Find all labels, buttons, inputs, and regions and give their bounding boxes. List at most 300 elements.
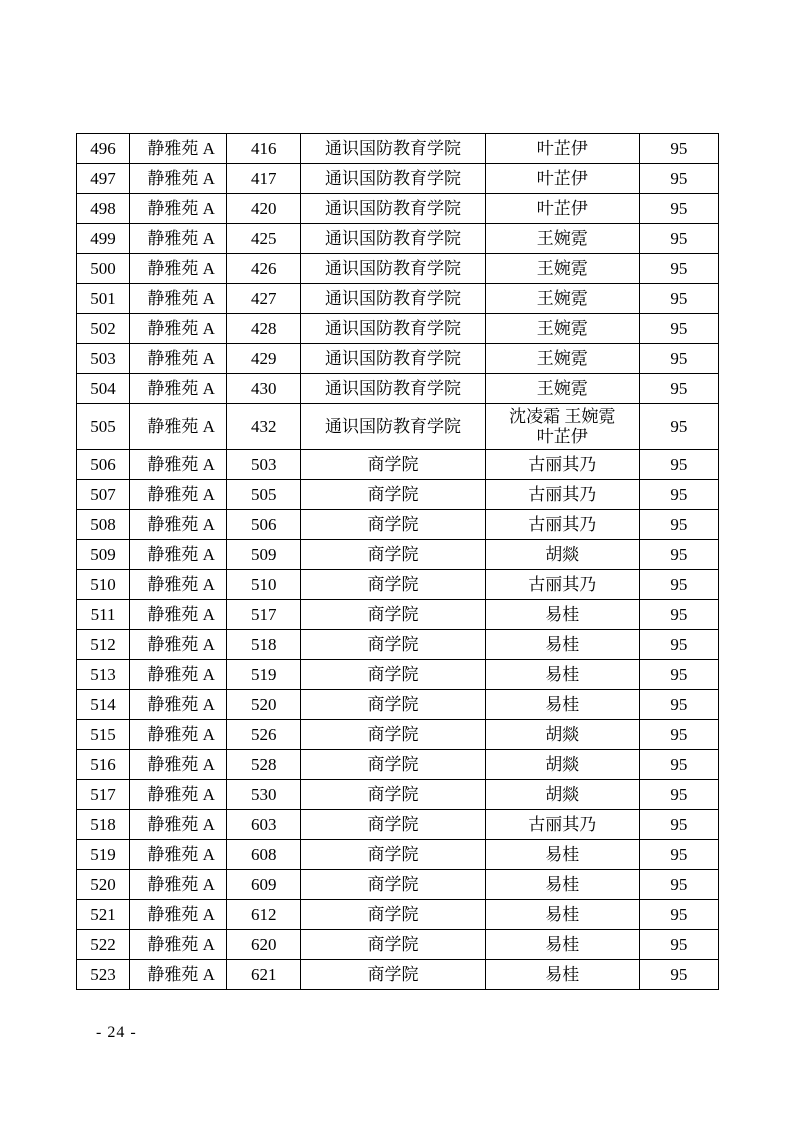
cell-number [77, 570, 130, 600]
cell-number-text: 516 [90, 754, 116, 774]
cell-number-text: 506 [90, 454, 116, 474]
table-row [77, 930, 719, 960]
cell-score [639, 480, 718, 510]
cell-college-text: 通识国防教育学院 [324, 318, 461, 338]
cell-building-text: 静雅苑 A [147, 198, 215, 218]
cell-college [301, 750, 485, 780]
cell-number-text: 513 [90, 664, 116, 684]
cell-number [77, 224, 130, 254]
cell-building [130, 344, 227, 374]
cell-score [639, 570, 718, 600]
cell-score-text: 95 [670, 814, 688, 834]
cell-building [130, 750, 227, 780]
table-row [77, 480, 719, 510]
cell-number-text: 508 [90, 514, 116, 534]
cell-inspector [485, 164, 639, 194]
table-row [77, 660, 719, 690]
cell-college-text: 商学院 [367, 934, 419, 954]
cell-room [227, 780, 301, 810]
table-row [77, 870, 719, 900]
table-row [77, 690, 719, 720]
cell-college [301, 630, 485, 660]
cell-score-text: 95 [670, 784, 688, 804]
cell-number-text: 502 [90, 318, 116, 338]
cell-inspector-text: 易桂 [545, 604, 580, 624]
cell-number [77, 344, 130, 374]
cell-building [130, 900, 227, 930]
cell-score [639, 840, 718, 870]
cell-room [227, 344, 301, 374]
cell-college-text: 商学院 [367, 604, 419, 624]
table-row [77, 224, 719, 254]
cell-score-text: 95 [670, 514, 688, 534]
cell-inspector [485, 900, 639, 930]
page-number: - 24 - [96, 1024, 137, 1041]
cell-room-text: 612 [251, 904, 277, 924]
cell-number [77, 480, 130, 510]
cell-room-text: 528 [251, 754, 277, 774]
cell-college-text: 商学院 [367, 664, 419, 684]
cell-room [227, 720, 301, 750]
cell-number [77, 900, 130, 930]
cell-college [301, 900, 485, 930]
cell-building [130, 374, 227, 404]
cell-room-text: 429 [251, 348, 277, 368]
cell-number [77, 930, 130, 960]
table-row [77, 840, 719, 870]
cell-number-text: 500 [90, 258, 116, 278]
cell-room [227, 960, 301, 990]
cell-number [77, 870, 130, 900]
cell-building-text: 静雅苑 A [147, 634, 215, 654]
cell-college-text: 通识国防教育学院 [324, 198, 461, 218]
cell-score-text: 95 [670, 318, 688, 338]
cell-college-text: 商学院 [367, 844, 419, 864]
cell-score-text: 95 [670, 634, 688, 654]
cell-number-text: 503 [90, 348, 116, 368]
cell-college-text: 通识国防教育学院 [324, 138, 461, 158]
cell-inspector [485, 254, 639, 284]
cell-inspector [485, 630, 639, 660]
cell-score-text: 95 [670, 664, 688, 684]
cell-college [301, 194, 485, 224]
cell-room-text: 518 [251, 634, 277, 654]
cell-score [639, 810, 718, 840]
cell-score-text: 95 [670, 138, 688, 158]
cell-room-text: 620 [251, 934, 277, 954]
cell-score [639, 690, 718, 720]
cell-building [130, 600, 227, 630]
cell-building [130, 810, 227, 840]
cell-building-text: 静雅苑 A [147, 514, 215, 534]
cell-college-text: 商学院 [367, 454, 419, 474]
cell-number-text: 520 [90, 874, 116, 894]
cell-building [130, 224, 227, 254]
cell-room [227, 750, 301, 780]
cell-room [227, 134, 301, 164]
cell-room-text: 430 [251, 378, 277, 398]
cell-room-text: 520 [251, 694, 277, 714]
cell-inspector-text: 古丽其乃 [528, 514, 597, 534]
cell-building-text: 静雅苑 A [147, 724, 215, 744]
cell-number-text: 499 [90, 228, 116, 248]
cell-room [227, 510, 301, 540]
cell-building-text: 静雅苑 A [147, 844, 215, 864]
cell-room-text: 432 [251, 416, 277, 436]
cell-inspector-text: 古丽其乃 [528, 484, 597, 504]
cell-inspector-text: 王婉霓 [536, 258, 588, 278]
cell-inspector-text: 王婉霓 [536, 318, 588, 338]
cell-building [130, 284, 227, 314]
cell-college-text: 商学院 [367, 814, 419, 834]
cell-room [227, 810, 301, 840]
table-row [77, 750, 719, 780]
table-row [77, 570, 719, 600]
cell-college-text: 商学院 [367, 784, 419, 804]
cell-room [227, 404, 301, 450]
cell-inspector-text: 胡燚 [545, 544, 580, 564]
cell-score [639, 600, 718, 630]
cell-room [227, 194, 301, 224]
cell-inspector [485, 690, 639, 720]
cell-number [77, 254, 130, 284]
cell-college-text: 通识国防教育学院 [324, 228, 461, 248]
cell-score-text: 95 [670, 198, 688, 218]
cell-number [77, 840, 130, 870]
cell-inspector [485, 870, 639, 900]
cell-inspector-text: 易桂 [545, 874, 580, 894]
cell-room-text: 425 [251, 228, 277, 248]
cell-building-text: 静雅苑 A [147, 258, 215, 278]
cell-building-text: 静雅苑 A [147, 318, 215, 338]
cell-inspector-text: 胡燚 [545, 724, 580, 744]
cell-room-text: 426 [251, 258, 277, 278]
cell-score-text: 95 [670, 934, 688, 954]
cell-building-text: 静雅苑 A [147, 288, 215, 308]
cell-number-text: 518 [90, 814, 116, 834]
cell-college [301, 404, 485, 450]
cell-number-text: 519 [90, 844, 116, 864]
cell-building [130, 960, 227, 990]
table-row [77, 540, 719, 570]
cell-building [130, 570, 227, 600]
cell-college-text: 商学院 [367, 964, 419, 984]
cell-college-text: 商学院 [367, 634, 419, 654]
cell-number-text: 505 [90, 416, 116, 436]
table-row [77, 600, 719, 630]
cell-room-text: 503 [251, 454, 277, 474]
cell-inspector-text: 古丽其乃 [528, 454, 597, 474]
cell-building [130, 134, 227, 164]
cell-inspector [485, 660, 639, 690]
cell-room-text: 526 [251, 724, 277, 744]
cell-college [301, 810, 485, 840]
table-row [77, 314, 719, 344]
cell-building [130, 870, 227, 900]
cell-inspector [485, 600, 639, 630]
cell-room [227, 870, 301, 900]
cell-number [77, 810, 130, 840]
cell-inspector-text: 易桂 [545, 694, 580, 714]
table-row [77, 960, 719, 990]
cell-room [227, 164, 301, 194]
cell-room-text: 416 [251, 138, 277, 158]
table-row [77, 900, 719, 930]
cell-building [130, 930, 227, 960]
cell-score [639, 750, 718, 780]
cell-college-text: 通识国防教育学院 [324, 416, 461, 436]
cell-college [301, 480, 485, 510]
cell-college [301, 344, 485, 374]
cell-score-text: 95 [670, 348, 688, 368]
cell-inspector-text: 叶芷伊 [536, 198, 588, 218]
cell-number-text: 509 [90, 544, 116, 564]
cell-score-text: 95 [670, 544, 688, 564]
cell-score [639, 314, 718, 344]
cell-number [77, 690, 130, 720]
cell-room-text: 427 [251, 288, 277, 308]
cell-score [639, 660, 718, 690]
cell-score [639, 540, 718, 570]
cell-room [227, 450, 301, 480]
cell-score [639, 284, 718, 314]
cell-number [77, 134, 130, 164]
cell-building [130, 480, 227, 510]
cell-college-text: 商学院 [367, 544, 419, 564]
cell-number [77, 374, 130, 404]
cell-building-text: 静雅苑 A [147, 138, 215, 158]
table-row [77, 134, 719, 164]
cell-score-text: 95 [670, 904, 688, 924]
cell-room-text: 417 [251, 168, 277, 188]
cell-score [639, 630, 718, 660]
cell-number [77, 720, 130, 750]
cell-score [639, 450, 718, 480]
cell-inspector [485, 780, 639, 810]
cell-score-text: 95 [670, 258, 688, 278]
cell-building-text: 静雅苑 A [147, 544, 215, 564]
cell-number [77, 780, 130, 810]
cell-score-text: 95 [670, 754, 688, 774]
cell-inspector [485, 404, 639, 450]
cell-building [130, 510, 227, 540]
cell-number [77, 450, 130, 480]
cell-score [639, 510, 718, 540]
cell-number-text: 497 [90, 168, 116, 188]
cell-number-text: 501 [90, 288, 116, 308]
table-row [77, 374, 719, 404]
cell-room-text: 420 [251, 198, 277, 218]
cell-building-text: 静雅苑 A [147, 228, 215, 248]
cell-college-text: 通识国防教育学院 [324, 288, 461, 308]
cell-building [130, 254, 227, 284]
cell-college [301, 660, 485, 690]
cell-building-text: 静雅苑 A [147, 416, 215, 436]
table-row [77, 630, 719, 660]
cell-college-text: 商学院 [367, 574, 419, 594]
cell-college [301, 570, 485, 600]
cell-score-text: 95 [670, 964, 688, 984]
cell-inspector-text: 胡燚 [545, 754, 580, 774]
cell-building-text: 静雅苑 A [147, 784, 215, 804]
cell-number [77, 750, 130, 780]
cell-inspector-text: 沈凌霜 王婉霓 [509, 406, 616, 426]
cell-college-text: 通识国防教育学院 [324, 168, 461, 188]
cell-building [130, 540, 227, 570]
cell-inspector [485, 810, 639, 840]
cell-room [227, 284, 301, 314]
cell-room [227, 314, 301, 344]
cell-building-text: 静雅苑 A [147, 348, 215, 368]
cell-building-text: 静雅苑 A [147, 694, 215, 714]
cell-room [227, 630, 301, 660]
cell-inspector-text: 易桂 [545, 904, 580, 924]
dorm-inspection-table [76, 133, 719, 990]
cell-score-text: 95 [670, 694, 688, 714]
cell-building [130, 194, 227, 224]
cell-inspector [485, 314, 639, 344]
cell-building-text: 静雅苑 A [147, 814, 215, 834]
cell-score-text: 95 [670, 288, 688, 308]
cell-number [77, 540, 130, 570]
cell-room [227, 224, 301, 254]
cell-inspector-text: 王婉霓 [536, 378, 588, 398]
table-row [77, 510, 719, 540]
cell-building-text: 静雅苑 A [147, 574, 215, 594]
cell-inspector-text: 易桂 [545, 844, 580, 864]
table-row [77, 780, 719, 810]
cell-score [639, 930, 718, 960]
cell-score [639, 374, 718, 404]
cell-college-text: 商学院 [367, 874, 419, 894]
cell-score-text: 95 [670, 844, 688, 864]
cell-inspector-text: 王婉霓 [536, 228, 588, 248]
cell-room-text: 603 [251, 814, 277, 834]
cell-room [227, 480, 301, 510]
cell-score [639, 720, 718, 750]
cell-college [301, 780, 485, 810]
cell-score [639, 194, 718, 224]
cell-number-text: 504 [90, 378, 116, 398]
cell-building-text: 静雅苑 A [147, 664, 215, 684]
cell-college-text: 商学院 [367, 694, 419, 714]
cell-number [77, 164, 130, 194]
cell-college [301, 164, 485, 194]
cell-inspector [485, 134, 639, 164]
cell-college [301, 840, 485, 870]
cell-college [301, 540, 485, 570]
cell-inspector [485, 570, 639, 600]
cell-score-text: 95 [670, 228, 688, 248]
cell-inspector [485, 510, 639, 540]
cell-number [77, 630, 130, 660]
cell-number [77, 284, 130, 314]
cell-college-text: 通识国防教育学院 [324, 348, 461, 368]
cell-number [77, 314, 130, 344]
cell-college [301, 450, 485, 480]
cell-inspector [485, 840, 639, 870]
cell-score [639, 780, 718, 810]
cell-score [639, 404, 718, 450]
table-row [77, 194, 719, 224]
cell-room-text: 505 [251, 484, 277, 504]
cell-room [227, 374, 301, 404]
cell-room-text: 509 [251, 544, 277, 564]
cell-building [130, 690, 227, 720]
cell-building [130, 164, 227, 194]
table-body [77, 134, 719, 990]
cell-score-text: 95 [670, 378, 688, 398]
table-row [77, 720, 719, 750]
cell-room-text: 428 [251, 318, 277, 338]
cell-room [227, 690, 301, 720]
cell-score-text: 95 [670, 604, 688, 624]
cell-college [301, 134, 485, 164]
table-row [77, 404, 719, 450]
cell-room-text: 609 [251, 874, 277, 894]
cell-score-text: 95 [670, 724, 688, 744]
cell-inspector-text: 叶芷伊 [536, 168, 588, 188]
cell-college [301, 870, 485, 900]
cell-room [227, 660, 301, 690]
cell-inspector-text: 易桂 [545, 964, 580, 984]
cell-inspector-text: 古丽其乃 [528, 574, 597, 594]
cell-room [227, 254, 301, 284]
cell-number-text: 510 [90, 574, 116, 594]
cell-score-text: 95 [670, 574, 688, 594]
cell-number [77, 510, 130, 540]
cell-room [227, 600, 301, 630]
cell-college [301, 720, 485, 750]
table-row [77, 810, 719, 840]
cell-building [130, 780, 227, 810]
table-row [77, 344, 719, 374]
cell-inspector-text: 胡燚 [545, 784, 580, 804]
cell-building-text: 静雅苑 A [147, 604, 215, 624]
cell-inspector-text-line2: 叶芷伊 [536, 426, 588, 446]
cell-inspector-text: 易桂 [545, 934, 580, 954]
cell-college-text: 通识国防教育学院 [324, 258, 461, 278]
cell-score [639, 900, 718, 930]
cell-inspector [485, 344, 639, 374]
cell-number-text: 507 [90, 484, 116, 504]
cell-score [639, 870, 718, 900]
cell-inspector [485, 540, 639, 570]
cell-number [77, 404, 130, 450]
cell-inspector-text: 古丽其乃 [528, 814, 597, 834]
cell-score-text: 95 [670, 874, 688, 894]
cell-number-text: 498 [90, 198, 116, 218]
cell-college-text: 商学院 [367, 484, 419, 504]
cell-room-text: 530 [251, 784, 277, 804]
cell-room [227, 570, 301, 600]
cell-score-text: 95 [670, 454, 688, 474]
cell-room [227, 540, 301, 570]
cell-college [301, 314, 485, 344]
cell-room-text: 510 [251, 574, 277, 594]
cell-number [77, 194, 130, 224]
cell-inspector [485, 480, 639, 510]
cell-score [639, 344, 718, 374]
cell-building [130, 720, 227, 750]
cell-college [301, 374, 485, 404]
table-row [77, 450, 719, 480]
cell-building-text: 静雅苑 A [147, 934, 215, 954]
cell-college [301, 930, 485, 960]
cell-room-text: 519 [251, 664, 277, 684]
cell-building [130, 630, 227, 660]
cell-inspector [485, 720, 639, 750]
